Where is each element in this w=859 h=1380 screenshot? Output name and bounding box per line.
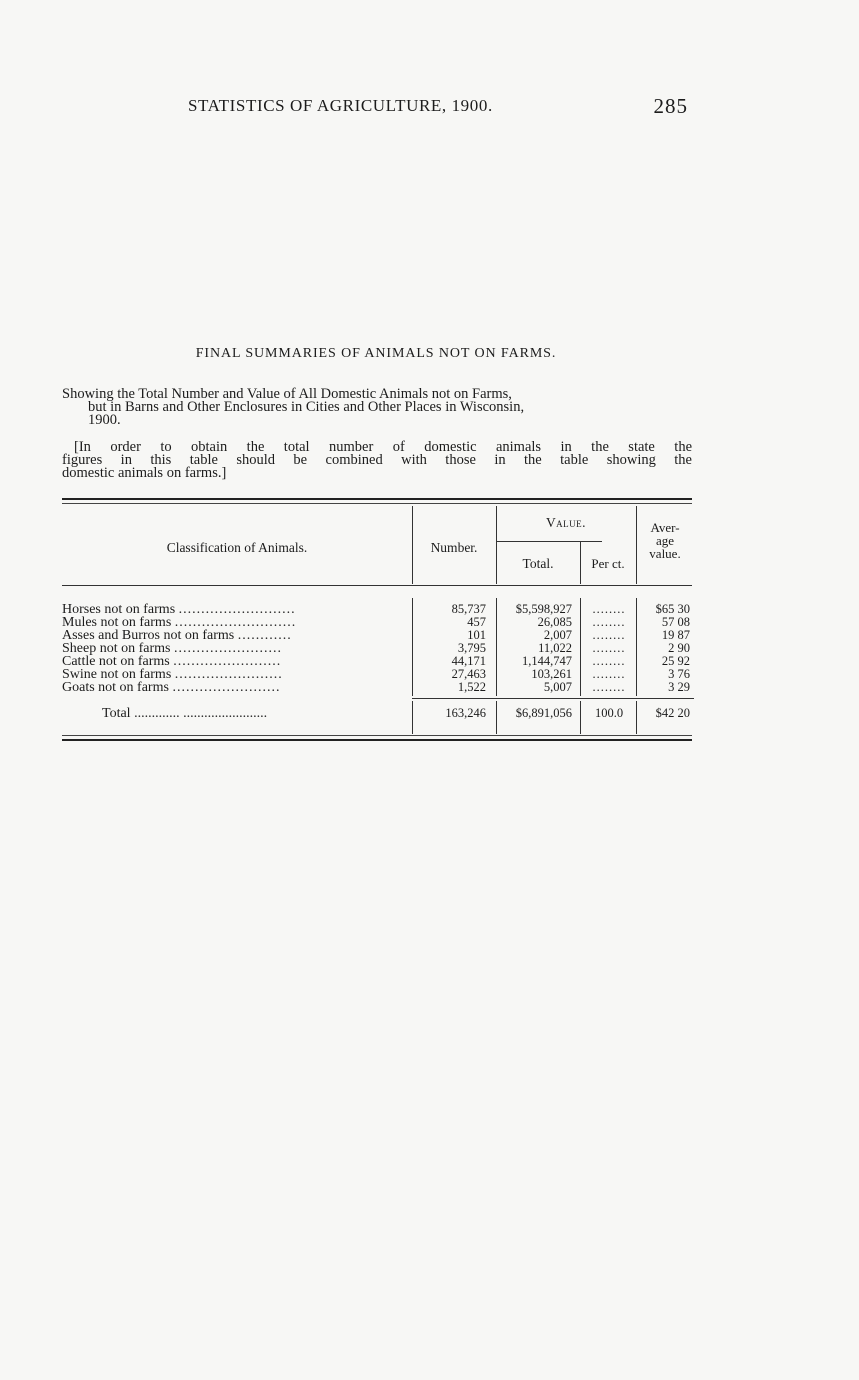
table-note: [62, 441, 692, 480]
row-total: 26,085: [537, 615, 572, 629]
row-per-ct: ........: [592, 628, 626, 642]
table-bottom-rule: [62, 735, 692, 741]
header-value: Value.: [545, 515, 587, 530]
row-average: $65 30: [655, 602, 690, 616]
table-top-rule: [62, 498, 692, 504]
row-total: 2,007: [543, 628, 572, 642]
subtitle-line: but in Barns and Other Enclosures in Cities and Other Places in Wisconsin,: [88, 399, 525, 415]
row-per-ct: ........: [592, 680, 626, 694]
total-average: $42 20: [655, 706, 690, 720]
row-total: 1,144,747: [522, 654, 572, 668]
running-title: STATISTICS OF AGRICULTURE, 1900.: [188, 96, 493, 115]
table-total-row: [62, 706, 692, 722]
total-per-ct: 100.0: [594, 706, 624, 720]
row-number: 85,737: [451, 602, 486, 616]
row-per-ct: ........: [592, 641, 626, 655]
header-bottom-rule: [62, 585, 692, 586]
row-per-ct: ........: [592, 667, 626, 681]
row-per-ct: ........: [592, 602, 626, 616]
header-number: Number.: [430, 540, 478, 555]
row-classification: Sheep not on farms ........................: [62, 642, 282, 655]
row-average: 57 08: [661, 615, 690, 629]
total-value: $6,891,056: [515, 706, 572, 720]
row-average: 19 87: [661, 628, 690, 642]
row-average: 2 90: [668, 641, 690, 655]
row-average: 3 76: [668, 667, 690, 681]
value-subheader-rule: [496, 541, 602, 542]
note-line: domestic animals on farms.]: [62, 465, 227, 481]
note-line: figures in this table should be combined with those in the table showing the: [62, 452, 692, 468]
table-row: [62, 681, 692, 694]
row-average: 3 29: [668, 680, 690, 694]
row-classification: Mules not on farms ...........................: [62, 616, 297, 629]
row-number: 3,795: [457, 641, 486, 655]
row-classification: Swine not on farms ........................: [62, 668, 283, 681]
row-number: 44,171: [451, 654, 486, 668]
running-head: [188, 96, 688, 120]
section-title: FINAL SUMMARIES OF ANIMALS NOT ON FARMS.: [195, 346, 557, 361]
row-classification: Horses not on farms ..........................: [62, 603, 296, 616]
row-total: 5,007: [543, 680, 572, 694]
subtitle-line: Showing the Total Number and Value of All Domestic Animals not on Farms,: [62, 386, 512, 402]
total-label: Total ............. ........................: [102, 706, 268, 721]
header-per-ct: Per ct.: [591, 556, 625, 571]
row-per-ct: ........: [592, 615, 626, 629]
row-number: 101: [467, 628, 486, 642]
header-average-value: Aver- age value.: [649, 520, 681, 561]
row-classification: Goats not on farms ........................: [62, 681, 281, 694]
total-separator-rule: [412, 698, 694, 699]
row-total: 103,261: [531, 667, 572, 681]
row-average: 25 92: [661, 654, 690, 668]
row-classification: Cattle not on farms ........................: [62, 655, 282, 668]
subtitle-line: 1900.: [88, 412, 121, 428]
row-total: $5,598,927: [515, 602, 572, 616]
row-classification: Asses and Burros not on farms ............: [62, 629, 292, 642]
row-total: 11,022: [538, 641, 572, 655]
row-per-ct: ........: [592, 654, 626, 668]
row-number: 457: [467, 615, 486, 629]
table-subtitle: [62, 388, 692, 427]
note-line: [In order to obtain the total number of domestic animals in the state the: [74, 439, 692, 455]
header-total: Total.: [522, 556, 554, 571]
header-classification: Classification of Animals.: [166, 540, 308, 555]
row-number: 27,463: [451, 667, 486, 681]
page-number: 285: [653, 94, 688, 118]
total-number: 163,246: [445, 706, 486, 720]
row-number: 1,522: [457, 680, 486, 694]
